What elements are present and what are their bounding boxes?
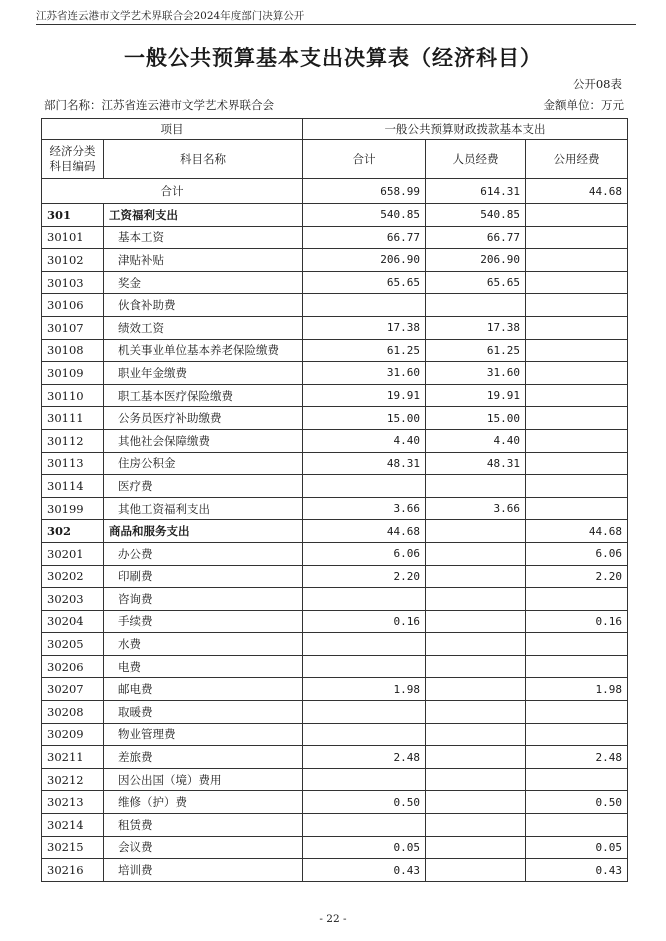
- row-code: 30204: [42, 610, 104, 633]
- row-code: 30209: [42, 723, 104, 746]
- table-row: [42, 859, 628, 882]
- row-public: [526, 339, 628, 362]
- row-name: 培训费: [104, 859, 303, 882]
- row-name: 印刷费: [104, 565, 303, 588]
- row-total: 0.50: [303, 791, 426, 814]
- row-public: [526, 814, 628, 837]
- row-total: [303, 723, 426, 746]
- row-total: 19.91: [303, 384, 426, 407]
- header-code-line2: 科目编码: [49, 159, 96, 173]
- table-row: [42, 836, 628, 859]
- row-personnel: 4.40: [426, 429, 526, 452]
- row-personnel: 540.85: [426, 204, 526, 227]
- department-label: 部门名称：江苏省连云港市文学艺术界联合会: [44, 98, 274, 112]
- row-name: 商品和服务支出: [104, 520, 303, 543]
- row-total: 0.05: [303, 836, 426, 859]
- row-name: 工资福利支出: [104, 204, 303, 227]
- row-personnel: 61.25: [426, 339, 526, 362]
- row-public: 2.48: [526, 746, 628, 769]
- row-name: 机关事业单位基本养老保险缴费: [104, 339, 303, 362]
- table-row: [42, 407, 628, 430]
- row-personnel: [426, 768, 526, 791]
- row-total: 2.48: [303, 746, 426, 769]
- row-personnel: [426, 701, 526, 724]
- table-row: [42, 384, 628, 407]
- row-code: 30107: [42, 316, 104, 339]
- row-code: 30111: [42, 407, 104, 430]
- row-name: 津贴补贴: [104, 249, 303, 272]
- row-name: 物业管理费: [104, 723, 303, 746]
- row-personnel: [426, 294, 526, 317]
- row-code: 30215: [42, 836, 104, 859]
- row-total: [303, 768, 426, 791]
- row-code: 30109: [42, 362, 104, 385]
- row-code: 30112: [42, 429, 104, 452]
- table-row: [42, 746, 628, 769]
- row-personnel: [426, 746, 526, 769]
- total-personnel: 614.31: [426, 179, 526, 204]
- row-total: 3.66: [303, 497, 426, 520]
- row-personnel: [426, 836, 526, 859]
- row-public: [526, 362, 628, 385]
- row-public: [526, 475, 628, 498]
- row-name: 邮电费: [104, 678, 303, 701]
- amount-unit-label: 金额单位：万元: [543, 98, 624, 112]
- row-public: [526, 723, 628, 746]
- page-title: 一般公共预算基本支出决算表（经济科目）: [124, 46, 542, 70]
- row-public: 0.16: [526, 610, 628, 633]
- row-total: [303, 814, 426, 837]
- row-total: [303, 633, 426, 656]
- row-personnel: [426, 633, 526, 656]
- row-personnel: [426, 791, 526, 814]
- row-public: [526, 429, 628, 452]
- header-code: [42, 140, 104, 179]
- row-personnel: 65.65: [426, 271, 526, 294]
- row-public: [526, 633, 628, 656]
- row-public: [526, 655, 628, 678]
- total-public: 44.68: [526, 179, 628, 204]
- expenditure-table: [41, 118, 628, 882]
- row-personnel: [426, 565, 526, 588]
- row-personnel: 66.77: [426, 226, 526, 249]
- row-total: [303, 588, 426, 611]
- table-row: [42, 768, 628, 791]
- table-row: [42, 565, 628, 588]
- header-row-top: [42, 119, 628, 140]
- row-name: 奖金: [104, 271, 303, 294]
- row-total: 15.00: [303, 407, 426, 430]
- row-code: 30202: [42, 565, 104, 588]
- row-personnel: [426, 610, 526, 633]
- row-public: [526, 294, 628, 317]
- header-item: 项目: [42, 119, 303, 140]
- page-number: - 22 -: [319, 913, 347, 925]
- row-code: 30211: [42, 746, 104, 769]
- row-personnel: [426, 520, 526, 543]
- row-public: [526, 588, 628, 611]
- row-name: 维修（护）费: [104, 791, 303, 814]
- table-row: [42, 339, 628, 362]
- row-public: [526, 226, 628, 249]
- table-row: [42, 362, 628, 385]
- row-name: 会议费: [104, 836, 303, 859]
- row-code: 30106: [42, 294, 104, 317]
- row-total: [303, 475, 426, 498]
- row-total: 31.60: [303, 362, 426, 385]
- row-code: 30101: [42, 226, 104, 249]
- row-name: 差旅费: [104, 746, 303, 769]
- row-personnel: 19.91: [426, 384, 526, 407]
- total-amount: 658.99: [303, 179, 426, 204]
- row-total: [303, 701, 426, 724]
- header-rule: [36, 24, 636, 25]
- row-code: 30110: [42, 384, 104, 407]
- category-row: [42, 204, 628, 227]
- header-personnel: 人员经费: [426, 140, 526, 179]
- row-personnel: [426, 542, 526, 565]
- category-row: [42, 520, 628, 543]
- row-personnel: 15.00: [426, 407, 526, 430]
- row-public: [526, 384, 628, 407]
- row-code: 30114: [42, 475, 104, 498]
- table-row: [42, 429, 628, 452]
- header-code-line1: 经济分类: [49, 144, 96, 158]
- table-row: [42, 678, 628, 701]
- row-personnel: [426, 588, 526, 611]
- table-row: [42, 249, 628, 272]
- row-name: 水费: [104, 633, 303, 656]
- row-public: [526, 249, 628, 272]
- row-total: 17.38: [303, 316, 426, 339]
- row-total: 61.25: [303, 339, 426, 362]
- row-personnel: 3.66: [426, 497, 526, 520]
- row-code: 30216: [42, 859, 104, 882]
- row-name: 绩效工资: [104, 316, 303, 339]
- row-code: 302: [42, 520, 104, 543]
- row-total: 66.77: [303, 226, 426, 249]
- row-code: 30108: [42, 339, 104, 362]
- row-name: 基本工资: [104, 226, 303, 249]
- row-code: 30103: [42, 271, 104, 294]
- row-code: 30207: [42, 678, 104, 701]
- table-row: [42, 655, 628, 678]
- row-personnel: 17.38: [426, 316, 526, 339]
- row-name: 职业年金缴费: [104, 362, 303, 385]
- row-name: 医疗费: [104, 475, 303, 498]
- table-row: [42, 588, 628, 611]
- row-personnel: 206.90: [426, 249, 526, 272]
- row-code: 30102: [42, 249, 104, 272]
- row-total: 540.85: [303, 204, 426, 227]
- table-row: [42, 791, 628, 814]
- row-code: 301: [42, 204, 104, 227]
- row-name: 办公费: [104, 542, 303, 565]
- row-name: 其他工资福利支出: [104, 497, 303, 520]
- row-public: [526, 316, 628, 339]
- table-row: [42, 497, 628, 520]
- table-row: [42, 814, 628, 837]
- row-total: 65.65: [303, 271, 426, 294]
- row-name: 住房公积金: [104, 452, 303, 475]
- row-code: 30213: [42, 791, 104, 814]
- row-public: 0.43: [526, 859, 628, 882]
- row-total: 1.98: [303, 678, 426, 701]
- row-public: [526, 497, 628, 520]
- table-row: [42, 316, 628, 339]
- row-name: 因公出国（境）费用: [104, 768, 303, 791]
- row-personnel: 31.60: [426, 362, 526, 385]
- row-total: 0.16: [303, 610, 426, 633]
- row-code: 30208: [42, 701, 104, 724]
- row-public: [526, 407, 628, 430]
- row-code: 30199: [42, 497, 104, 520]
- table-row: [42, 723, 628, 746]
- table-row: [42, 271, 628, 294]
- table-row: [42, 475, 628, 498]
- header-total: 合计: [303, 140, 426, 179]
- row-personnel: [426, 655, 526, 678]
- header-public: 公用经费: [526, 140, 628, 179]
- row-total: [303, 655, 426, 678]
- row-personnel: [426, 475, 526, 498]
- table-row: [42, 701, 628, 724]
- row-total: [303, 294, 426, 317]
- table-row: [42, 542, 628, 565]
- row-code: 30113: [42, 452, 104, 475]
- row-personnel: [426, 814, 526, 837]
- row-total: 206.90: [303, 249, 426, 272]
- row-name: 职工基本医疗保险缴费: [104, 384, 303, 407]
- row-code: 30214: [42, 814, 104, 837]
- table-row: [42, 452, 628, 475]
- table-row: [42, 633, 628, 656]
- row-total: 44.68: [303, 520, 426, 543]
- total-label: 合计: [42, 179, 303, 204]
- row-name: 咨询费: [104, 588, 303, 611]
- row-total: 6.06: [303, 542, 426, 565]
- header-row-sub: [42, 140, 628, 179]
- row-public: 1.98: [526, 678, 628, 701]
- row-total: 2.20: [303, 565, 426, 588]
- table-row: [42, 226, 628, 249]
- form-number: 公开08表: [572, 77, 622, 91]
- header-name: 科目名称: [104, 140, 303, 179]
- row-code: 30203: [42, 588, 104, 611]
- row-code: 30201: [42, 542, 104, 565]
- row-public: 2.20: [526, 565, 628, 588]
- row-public: [526, 768, 628, 791]
- row-code: 30206: [42, 655, 104, 678]
- row-total: 4.40: [303, 429, 426, 452]
- row-public: 0.50: [526, 791, 628, 814]
- row-public: [526, 204, 628, 227]
- row-name: 取暖费: [104, 701, 303, 724]
- running-header: 江苏省连云港市文学艺术界联合会2024年度部门决算公开: [36, 10, 305, 22]
- row-name: 伙食补助费: [104, 294, 303, 317]
- row-personnel: 48.31: [426, 452, 526, 475]
- header-group: 一般公共预算财政拨款基本支出: [303, 119, 628, 140]
- row-name: 其他社会保障缴费: [104, 429, 303, 452]
- row-total: 48.31: [303, 452, 426, 475]
- row-personnel: [426, 678, 526, 701]
- row-personnel: [426, 859, 526, 882]
- row-name: 手续费: [104, 610, 303, 633]
- row-public: [526, 452, 628, 475]
- table-row: [42, 610, 628, 633]
- row-code: 30212: [42, 768, 104, 791]
- row-public: 0.05: [526, 836, 628, 859]
- row-public: [526, 701, 628, 724]
- row-public: [526, 271, 628, 294]
- row-personnel: [426, 723, 526, 746]
- row-name: 租赁费: [104, 814, 303, 837]
- row-public: 44.68: [526, 520, 628, 543]
- row-total: 0.43: [303, 859, 426, 882]
- total-row: [42, 179, 628, 204]
- row-name: 公务员医疗补助缴费: [104, 407, 303, 430]
- row-code: 30205: [42, 633, 104, 656]
- table-row: [42, 294, 628, 317]
- row-name: 电费: [104, 655, 303, 678]
- row-public: 6.06: [526, 542, 628, 565]
